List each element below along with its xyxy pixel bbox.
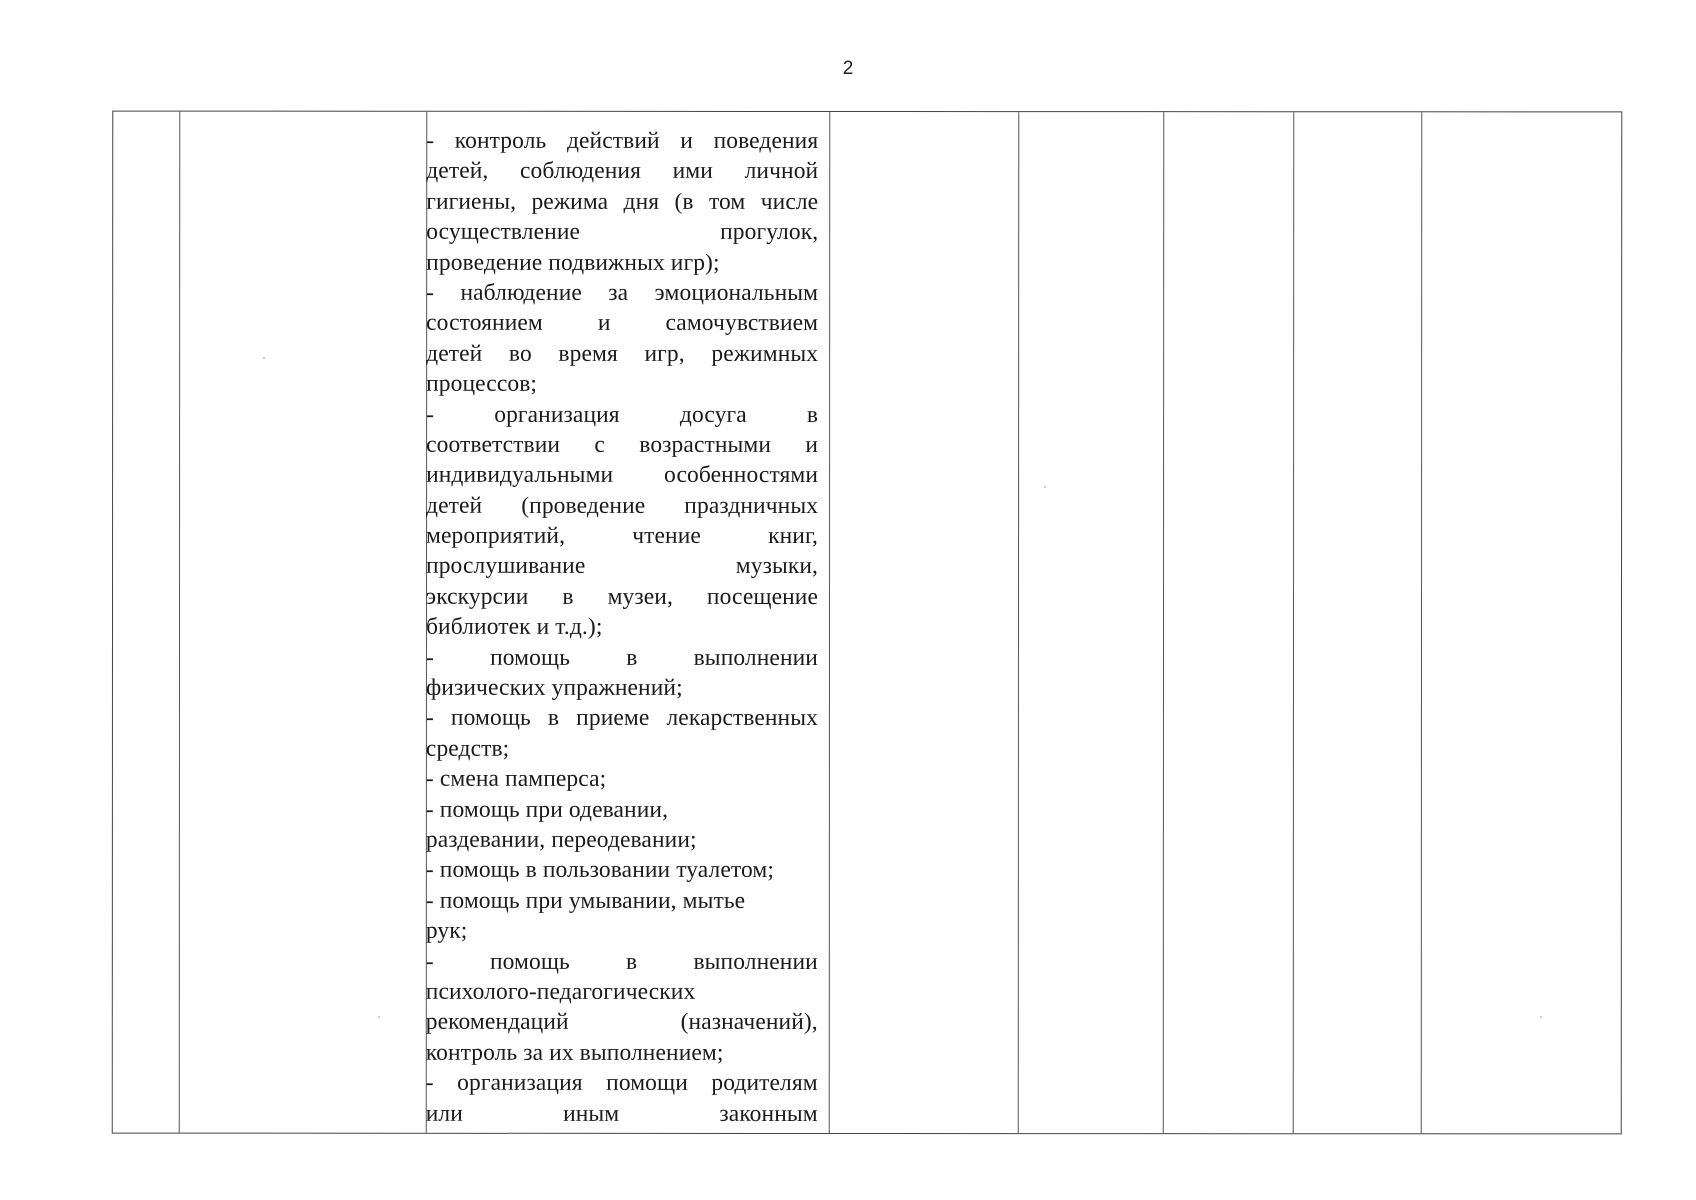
- cell-line: раздевании, переодевании;: [425, 826, 697, 853]
- cell-line: гигиены, режима дня (в том числе: [426, 188, 819, 215]
- cell-line: психолого-педагогических: [425, 978, 696, 1005]
- cell-line: детей (проведение праздничных: [426, 492, 819, 519]
- cell-line: - помощь в выполнении: [425, 948, 818, 975]
- cell-line: - контроль действий и поведения: [426, 127, 819, 154]
- cell-line: индивидуальными особенностями: [426, 462, 819, 489]
- column-divider-7: [1421, 112, 1423, 1133]
- column-divider-3: [829, 112, 831, 1133]
- page-number: 2: [842, 58, 854, 79]
- cell-line: мероприятий, чтение книг,: [426, 522, 819, 550]
- cell-line: проведение подвижных игр);: [426, 249, 720, 276]
- scan-speck: [263, 357, 265, 359]
- cell-line: - помощь при одевании,: [425, 796, 669, 823]
- cell-line: соответствии с возрастными и: [426, 431, 819, 458]
- cell-line: библиотек и т.д.);: [425, 614, 603, 641]
- scan-speck: [1044, 486, 1046, 488]
- column-divider-1: [179, 112, 181, 1133]
- cell-line: состоянием и самочувствием: [426, 310, 819, 337]
- cell-line: - смена памперса;: [425, 765, 607, 793]
- cell-line: детей, соблюдения ими личной: [426, 158, 819, 185]
- cell-line: контроль за их выполнением;: [425, 1039, 724, 1066]
- services-description-cell: [426, 126, 819, 1129]
- cell-line: физических упражнений;: [425, 674, 683, 701]
- cell-line: - помощь в выполнении: [425, 644, 818, 671]
- cell-line: средств;: [425, 735, 510, 762]
- cell-line: - организация помощи родителям: [425, 1069, 818, 1097]
- cell-line: экскурсии в музеи, посещение: [426, 583, 819, 610]
- cell-line: осуществление прогулок,: [426, 218, 819, 246]
- cell-line: процессов;: [426, 370, 538, 397]
- cell-line: - помощь в приеме лекарственных: [425, 705, 818, 732]
- cell-line: рук;: [425, 917, 468, 944]
- scan-speck: [378, 1016, 380, 1018]
- cell-line: - помощь в пользовании туалетом;: [425, 857, 774, 884]
- scan-speck: [1540, 1016, 1542, 1018]
- cell-line: рекомендаций (назначений),: [425, 1009, 818, 1036]
- column-divider-4: [1018, 112, 1020, 1133]
- cell-line: детей во время игр, режимных: [426, 340, 819, 367]
- column-divider-5: [1163, 112, 1165, 1133]
- cell-line: - помощь при умывании, мытье: [425, 887, 746, 914]
- cell-line: - организация досуга в: [426, 401, 819, 428]
- cell-line: прослушивание музыки,: [426, 553, 819, 580]
- column-divider-6: [1293, 112, 1295, 1133]
- cell-line: или иным законным: [425, 1100, 818, 1127]
- cell-line: - наблюдение за эмоциональным: [426, 279, 819, 306]
- services-table: [112, 111, 1623, 1135]
